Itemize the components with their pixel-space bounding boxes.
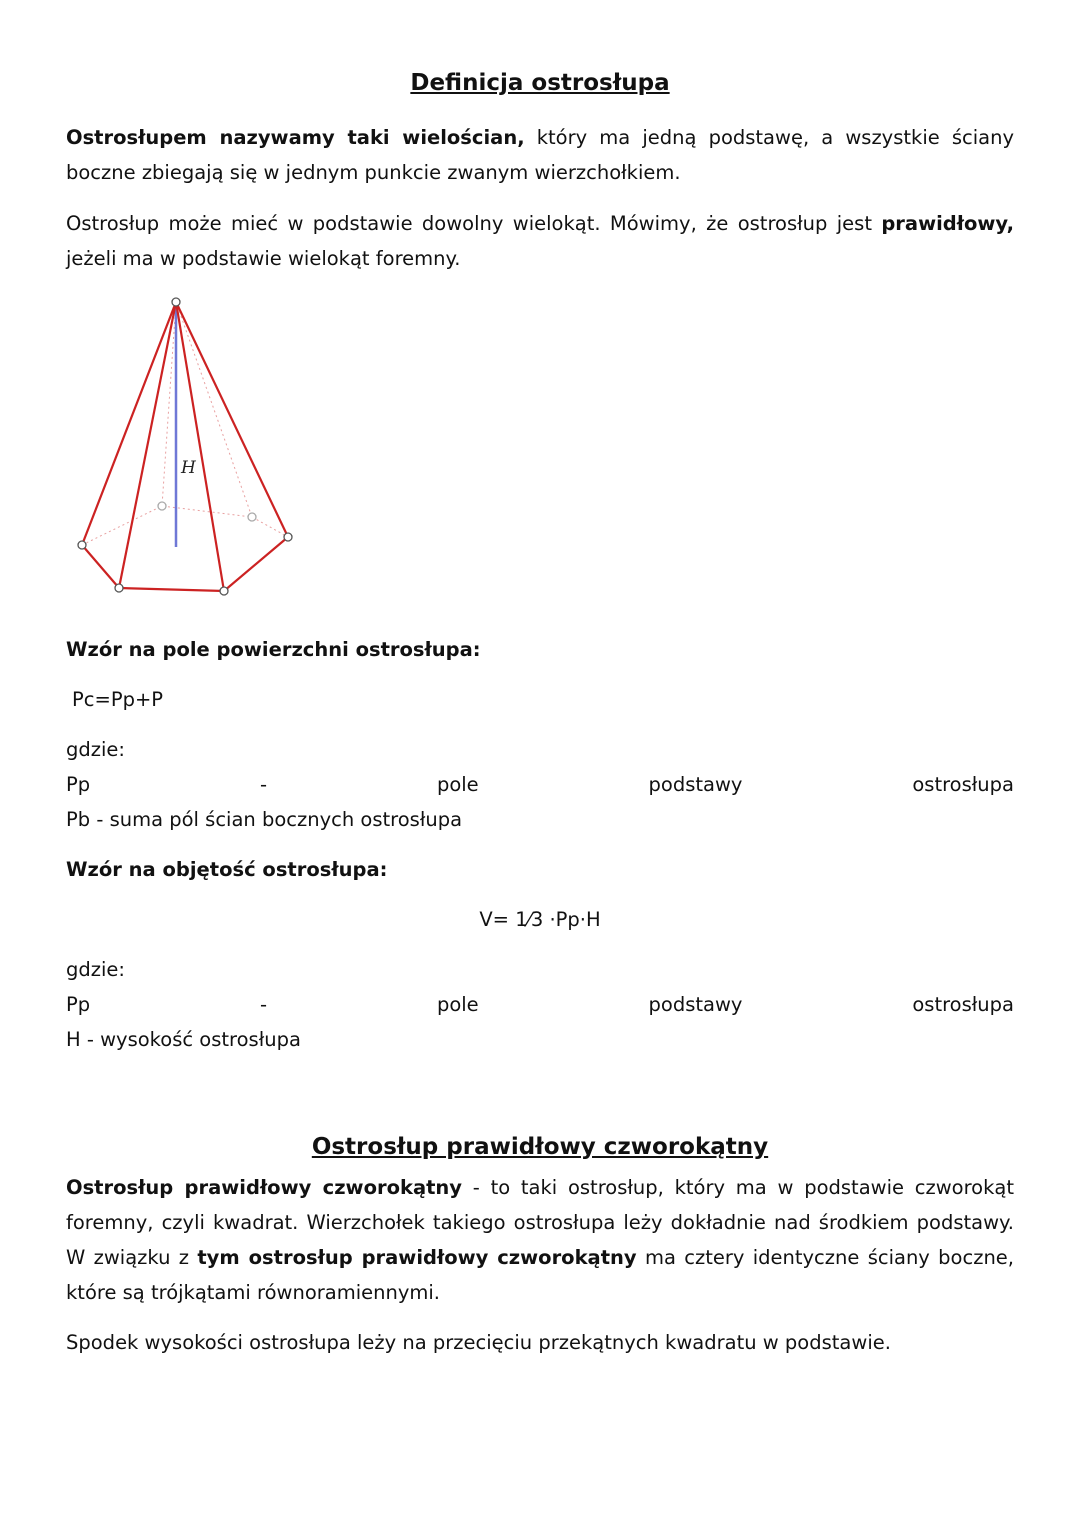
- pyramid-figure: [60, 290, 310, 600]
- surface-area-formula: Pc=Pp+P: [72, 688, 164, 711]
- volume-formula: V= 1⁄3 ·Pp·H: [479, 908, 601, 931]
- text: Ostrosłup może mieć w podstawie dowolny wielokąt. Mówimy, że ostrosłup jest: [66, 212, 882, 235]
- definition-paragraph: [66, 120, 1014, 190]
- regular-pyramid-paragraph: [66, 206, 1014, 276]
- bold-term: tym ostrosłup prawidłowy czworokątny: [197, 1246, 637, 1269]
- where-label: gdzie:: [66, 958, 125, 981]
- surface-area-heading: Wzór na pole powierzchni ostrosłupa:: [66, 638, 481, 661]
- pb-definition: Pb - suma pól ścian bocznych ostrosłupa: [66, 808, 463, 831]
- section-title-square-pyramid: Ostrosłup prawidłowy czworokątny: [311, 1134, 769, 1160]
- pp-definition: Pp - pole podstawy ostrosłupa: [66, 773, 1014, 796]
- text: - to taki ostrosłup, który ma w podstawie czworokąt foremny, czyli kwadrat. Wierzchołek takiego ostrosłupa leży dokładnie nad środkiem podstawy. W związku z: [66, 1176, 1015, 1269]
- text: który ma jedną podstawę, a wszystkie ściany boczne zbiegają się w jednym punkcie zwanym wierzchołkiem.: [66, 126, 1014, 184]
- text: jeżeli ma w podstawie wielokąt foremny.: [66, 247, 461, 270]
- height-foot-paragraph: Spodek wysokości ostrosłupa leży na przecięciu przekątnych kwadratu w podstawie.: [66, 1331, 891, 1354]
- bold-term: prawidłowy,: [881, 212, 1014, 235]
- bold-term: Ostrosłup prawidłowy czworokątny: [66, 1176, 463, 1199]
- where-label: gdzie:: [66, 738, 125, 761]
- pp-definition: Pp - pole podstawy ostrosłupa: [66, 993, 1014, 1016]
- h-definition: H - wysokość ostrosłupa: [66, 1028, 301, 1051]
- height-label: H: [181, 458, 196, 478]
- text: ma cztery identyczne ściany boczne, które są trójkątami równoramiennymi.: [66, 1246, 1014, 1304]
- section-title-definition: Definicja ostrosłupa: [410, 70, 670, 96]
- square-pyramid-paragraph: [66, 1170, 1014, 1310]
- bold-term: Ostrosłupem nazywamy taki wielościan,: [66, 126, 525, 149]
- volume-heading: Wzór na objętość ostrosłupa:: [66, 858, 388, 881]
